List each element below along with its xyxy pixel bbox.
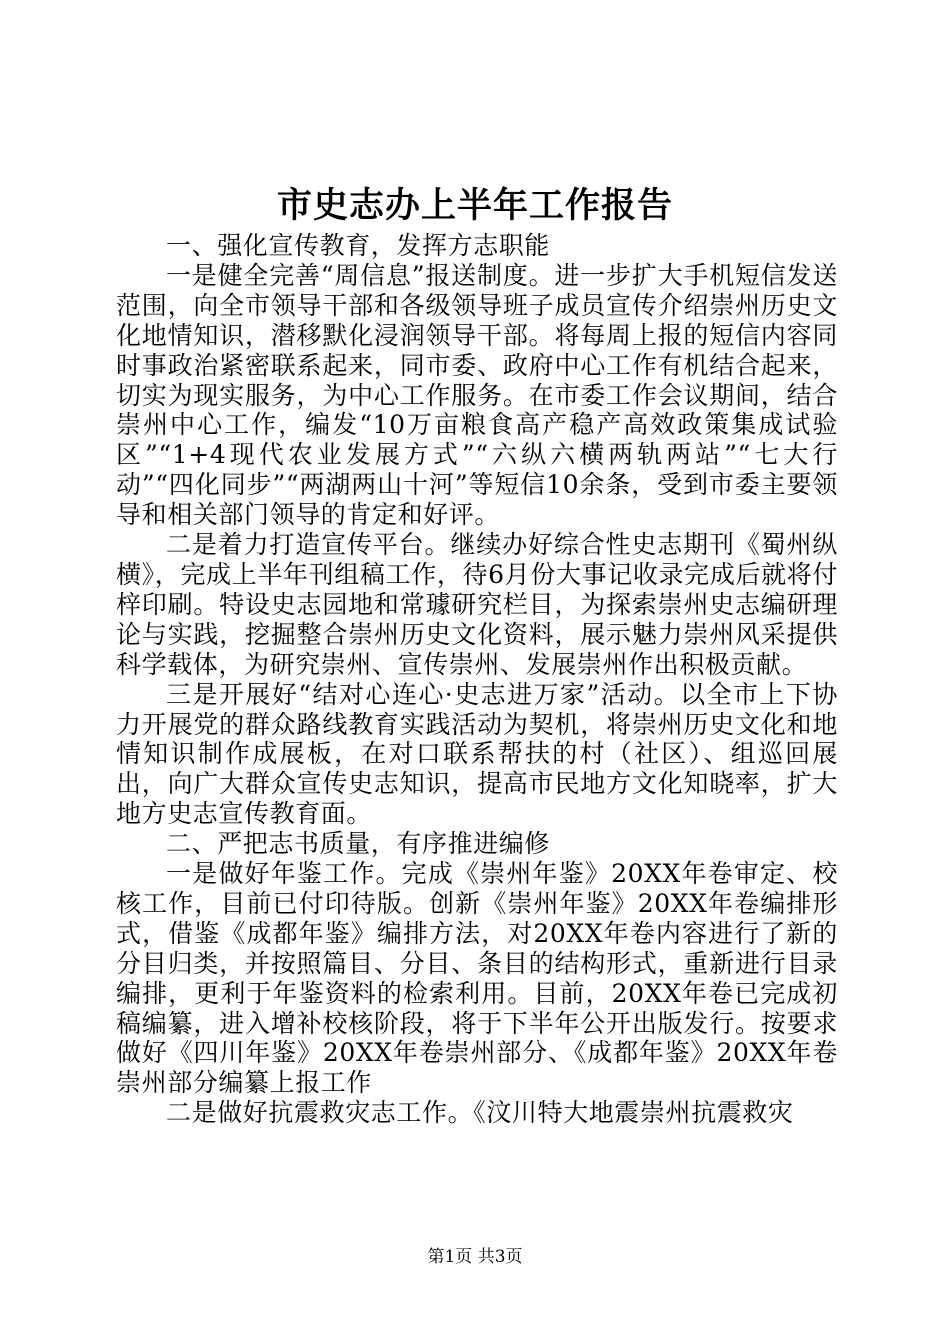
body-paragraph: 三是开展好“结对心连心·史志进万家”活动。以全市上下协力开展党的群众路线教育实践活动为契机，将崇州历史文化和地情知识制作成展板，在对口联系帮扶的村（社区）、组巡回展出，向广大群众宣传史志知识，提高市民地方文化知晓率，扩大地方史志宣传教育面。 xyxy=(116,679,838,829)
page-number-footer: 第1页 共3页 xyxy=(427,1247,523,1267)
body-paragraph: 二是着力打造宣传平台。继续办好综合性史志期刊《蜀州纵横》，完成上半年刊组稿工作，待6月份大事记收录完成后就将付梓印刷。特设史志园地和常璩研究栏目，为探索崇州史志编研理论与实践，挖掘整合崇州历史文化资料，展示魅力崇州风采提供科学载体，为研究崇州、宣传崇州、发展崇州作出积极贡献。 xyxy=(116,530,838,679)
document-body xyxy=(116,231,838,1128)
body-paragraph: 一是做好年鉴工作。完成《崇州年鉴》20XX年卷审定、校核工作，目前已付印待版。创新《崇州年鉴》20XX年卷编排形式，借鉴《成都年鉴》编排方法，对20XX年卷内容进行了新的分目归类，并按照篇目、分目、条目的结构形式，重新进行目录编排，更利于年鉴资料的检索利用。目前，20XX年卷已完成初稿编纂，进入增补校核阶段，将于下半年公开出版发行。按要求做好《四川年鉴》20XX年卷崇州部分、《成都年鉴》20XX年卷崇州部分编纂上报工作 xyxy=(116,859,838,1098)
document-title: 市史志办上半年工作报告 xyxy=(276,185,673,226)
section-heading-2: 二、严把志书质量，有序推进编修 xyxy=(166,829,551,859)
section-heading-1: 一、强化宣传教育，发挥方志职能 xyxy=(166,231,551,260)
body-paragraph: 一是健全完善“周信息”报送制度。进一步扩大手机短信发送范围，向全市领导干部和各级领导班子成员宣传介绍崇州历史文化地情知识，潜移默化浸润领导干部。将每周上报的短信内容同时事政治紧密联系起来，同市委、政府中心工作有机结合起来，切实为现实服务，为中心工作服务。在市委工作会议期间，结合崇州中心工作，编发“10万亩粮食高产稳产高效政策集成试验区”“1+4现代农业发展方式”“六纵六横两轨两站”“七大行动”“四化同步”“两湖两山十河”等短信10余条，受到市委主要领导和相关部门领导的肯定和好评。 xyxy=(116,260,838,530)
body-paragraph: 二是做好抗震救灾志工作。《汶川特大地震崇州抗震救灾 xyxy=(166,1098,794,1128)
